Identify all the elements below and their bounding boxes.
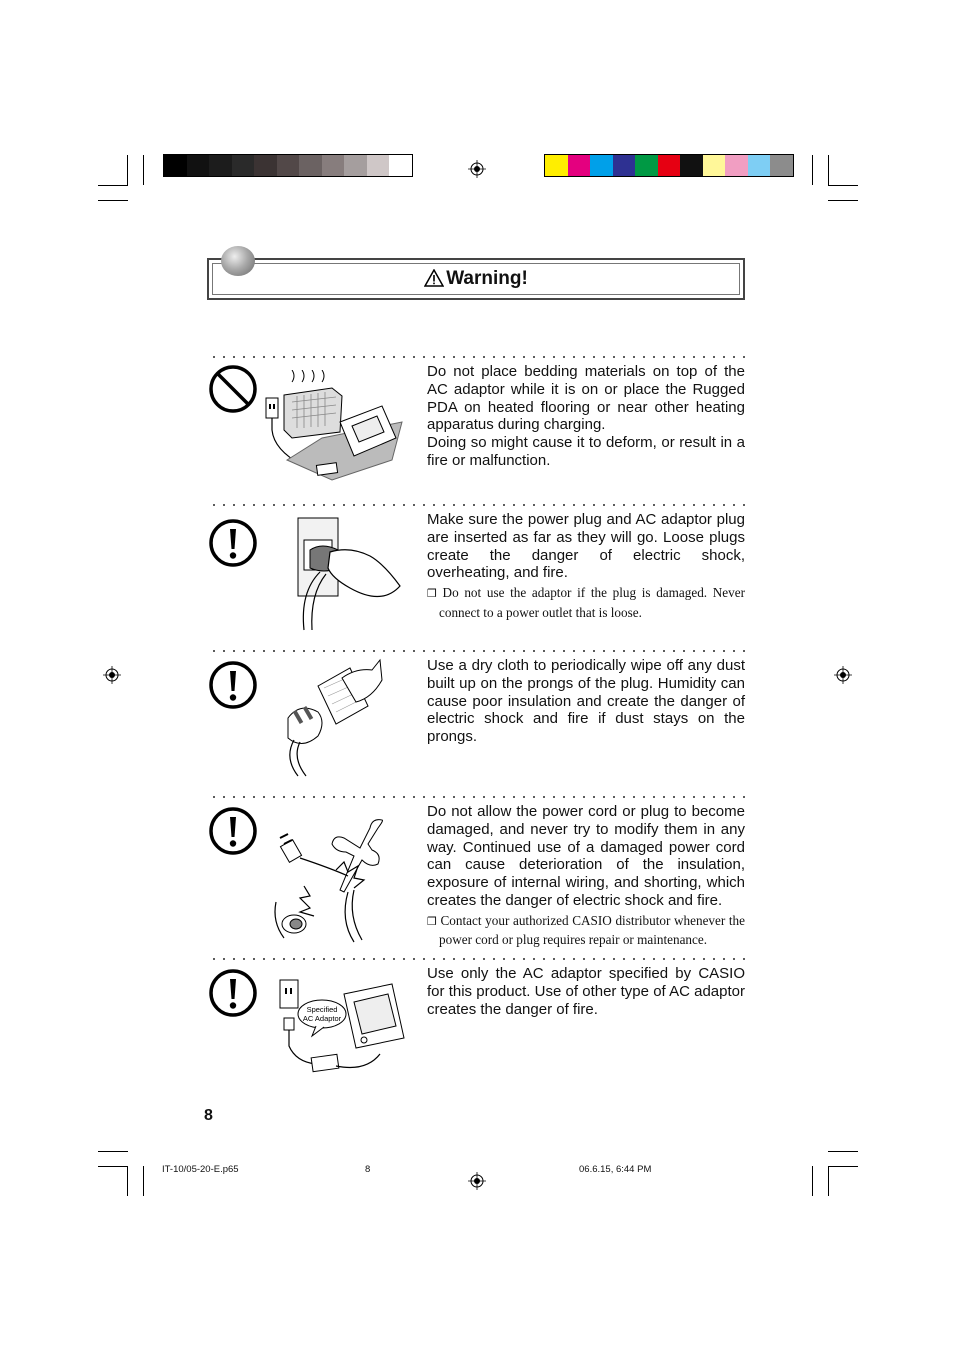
crop-mark — [812, 1166, 813, 1196]
process-color-bar — [544, 154, 794, 177]
crop-mark — [98, 1166, 128, 1167]
ac-adaptor-label: Specified — [306, 1005, 338, 1014]
note-item — [427, 584, 745, 622]
crop-mark — [98, 185, 128, 186]
section-divider — [209, 958, 745, 960]
warning-paragraph: Use a dry cloth to periodically wipe off any dust built up on the prongs of the plug. Humidity can cause poor insulation and create the danger of electric shock and fire if dust stays on the prongs. — [427, 657, 745, 746]
exclamation-icon — [208, 518, 258, 568]
color-swatch — [164, 155, 187, 176]
exclamation-icon — [208, 806, 258, 856]
color-swatch — [703, 155, 726, 176]
warning-paragraph: Do not allow the power cord or plug to become damaged, and never try to modify them in any way. Continued use of a damaged power cord can cause deterioration of the insulation, exposure of internal wiring, and shorting, which creates the danger of electric shock and fire. — [427, 803, 745, 909]
ac-adaptor-label: AC Adaptor — [302, 1014, 342, 1023]
crop-mark — [98, 1151, 128, 1152]
section-text — [427, 965, 745, 1018]
note-checkbox-icon: ❒ — [427, 587, 437, 601]
color-swatch — [389, 155, 412, 176]
crop-mark — [828, 185, 858, 186]
crop-mark — [143, 1166, 144, 1196]
crop-mark — [828, 1151, 858, 1152]
section-text — [427, 511, 745, 622]
crop-mark — [828, 200, 858, 201]
crop-mark — [143, 155, 144, 185]
color-swatch — [344, 155, 367, 176]
color-swatch — [658, 155, 681, 176]
registration-mark-icon — [468, 160, 486, 178]
color-swatch — [545, 155, 568, 176]
damaged-cord-illustration — [270, 812, 400, 947]
color-swatch — [770, 155, 793, 176]
crop-mark — [828, 1166, 858, 1167]
section-text — [427, 803, 745, 950]
section-divider — [209, 504, 745, 506]
color-swatch — [209, 155, 232, 176]
registration-mark-icon — [834, 666, 852, 684]
color-swatch — [568, 155, 591, 176]
page-title — [209, 268, 743, 290]
crop-mark — [812, 155, 813, 185]
crop-mark — [127, 1166, 128, 1196]
note-text: Contact your authorized CASIO distributor whenever the power cord or plug requires repair or maintenance. — [439, 912, 746, 948]
exclamation-icon — [208, 968, 258, 1018]
note-text: Do not use the adaptor if the plug is damaged. Never connect to a power outlet that is loose. — [439, 585, 745, 620]
footer-file: IT-10/05-20-E.p65 — [162, 1164, 239, 1175]
crop-mark — [98, 200, 128, 201]
section-divider — [209, 650, 745, 652]
crop-mark — [828, 1166, 829, 1196]
note-item — [427, 912, 745, 950]
section-text — [427, 363, 745, 470]
specified-ac-adaptor-illustration — [276, 976, 412, 1080]
footer-page: 8 — [365, 1164, 371, 1175]
color-swatch — [299, 155, 322, 176]
warning-paragraph: Do not place bedding materials on top of the AC adaptor while it is on or place the Rugged PDA on heated flooring or near other heating apparatus during charging. — [427, 363, 745, 434]
color-swatch — [680, 155, 703, 176]
color-swatch — [748, 155, 771, 176]
registration-mark-icon — [468, 1172, 486, 1190]
warning-title: Warning! — [446, 268, 528, 289]
plug-insertion-illustration — [290, 512, 410, 634]
section-text — [427, 657, 745, 746]
color-swatch — [635, 155, 658, 176]
wiping-plug-illustration — [280, 658, 385, 778]
exclamation-icon — [208, 660, 258, 710]
registration-mark-icon — [103, 666, 121, 684]
color-swatch — [590, 155, 613, 176]
color-swatch — [322, 155, 345, 176]
heater-pda-illustration — [262, 370, 412, 485]
warning-header-box — [207, 258, 745, 300]
color-swatch — [613, 155, 636, 176]
warning-paragraph: Doing so might cause it to deform, or result in a fire or malfunction. — [427, 434, 745, 469]
color-swatch — [725, 155, 748, 176]
section-divider — [209, 356, 745, 358]
color-swatch — [187, 155, 210, 176]
note-checkbox-icon: ❒ — [427, 914, 437, 928]
color-swatch — [232, 155, 255, 176]
color-swatch — [254, 155, 277, 176]
prohibition-icon — [208, 364, 258, 414]
warning-paragraph: Use only the AC adaptor specified by CASIO for this product. Use of other type of AC adaptor creates the danger of fire. — [427, 965, 745, 1018]
globe-icon — [221, 246, 255, 276]
section-divider — [209, 796, 745, 798]
crop-mark — [127, 155, 128, 185]
color-swatch — [367, 155, 390, 176]
color-swatch — [277, 155, 300, 176]
page-number: 8 — [204, 1107, 213, 1124]
footer-date: 06.6.15, 6:44 PM — [579, 1164, 652, 1175]
grayscale-color-bar — [163, 154, 413, 177]
warning-triangle-icon — [424, 269, 444, 287]
warning-paragraph: Make sure the power plug and AC adaptor plug are inserted as far as they will go. Loose plugs create the danger of electric shock, overheating, and fire. — [427, 511, 745, 582]
crop-mark — [828, 155, 829, 185]
